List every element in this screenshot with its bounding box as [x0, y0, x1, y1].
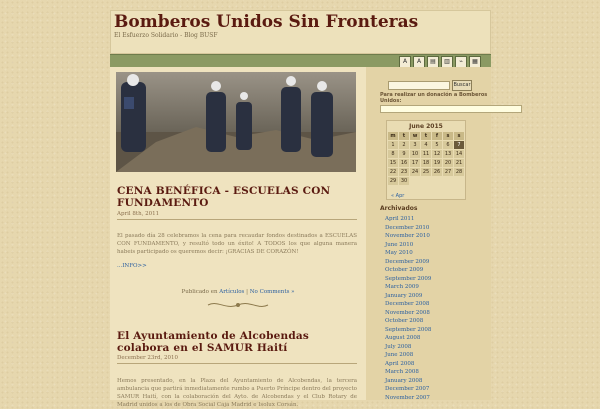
blog-title[interactable]: Bomberos Unidos Sin Fronteras	[114, 12, 419, 32]
archive-link[interactable]: December 2008	[385, 301, 430, 307]
calendar-widget	[386, 120, 466, 200]
archive-link[interactable]: December 2010	[385, 224, 430, 231]
font-increase-icon[interactable]: A	[399, 56, 411, 68]
calendar-date: 19	[433, 160, 441, 166]
page-icon[interactable]: ▤	[427, 56, 439, 68]
calendar-date: 16	[400, 160, 408, 166]
archive-link[interactable]: November 2008	[385, 309, 430, 316]
archives-title: Archivados	[380, 205, 418, 212]
archive-link[interactable]: September 2008	[385, 326, 432, 333]
donate-widget[interactable]	[380, 105, 522, 113]
calendar-prev-link[interactable]: « Apr	[391, 193, 405, 199]
calendar-date: 30	[400, 178, 408, 184]
calendar-day-header: m	[388, 132, 398, 140]
rss-icon[interactable]: ⌁	[455, 56, 467, 68]
archive-link[interactable]: January 2008	[385, 377, 423, 384]
post-title-2[interactable]: El Ayuntamiento de Alcobendas colabora en el SAMUR Haití	[117, 330, 310, 354]
calendar-date: 2	[399, 141, 409, 149]
blog-header	[110, 10, 491, 54]
calendar-date: 21	[455, 160, 463, 166]
archive-link[interactable]: December 2009	[385, 258, 430, 265]
calendar-date: 6	[443, 141, 453, 149]
post-body: El pasado día 28 celebramos la cena para recaudar fondos destinados a ESCUELAS CON FUNDAMENTO, y resultó todo un éxito! A TODOS los que alguna manera habeis participado os queremos decir: ¡GRACIAS DE CORAZÓN!	[117, 233, 357, 255]
archive-link[interactable]: November 2010	[385, 233, 430, 239]
post-date: April 8th, 2011	[117, 211, 160, 217]
calendar-date: 1	[388, 141, 398, 149]
archive-link[interactable]: March 2009	[385, 284, 419, 290]
main-content	[110, 67, 366, 408]
search-button[interactable]: Buscar	[452, 80, 472, 91]
calendar-date: 29	[389, 178, 397, 184]
calendar-date: 23	[400, 169, 408, 175]
calendar-date: 14	[455, 151, 463, 157]
calendar-date: 26	[433, 169, 441, 175]
archive-link[interactable]: January 2009	[385, 292, 423, 299]
calendar-date: 22	[389, 169, 397, 175]
calendar-date: 25	[422, 169, 430, 175]
calendar-date: 10	[411, 151, 419, 157]
donate-label: Para realizar un donación a Bomberos Unidos:	[380, 92, 488, 104]
calendar-date: 4	[421, 141, 431, 149]
calendar-date: 12	[433, 151, 441, 157]
comments-link[interactable]: No Comments »	[249, 289, 295, 295]
calendar-date: 18	[422, 160, 430, 166]
calendar-day-header: s	[443, 132, 453, 140]
calendar-grid	[388, 132, 464, 185]
calendar-day-header: t	[399, 132, 409, 140]
archive-link[interactable]: April 2011	[385, 216, 415, 222]
archive-list	[385, 215, 475, 402]
calendar-day-header: w	[410, 132, 420, 140]
calendar-day-header: t	[421, 132, 431, 140]
post-meta	[110, 289, 366, 295]
archive-link[interactable]: July 2008	[385, 343, 412, 350]
calendar-date: 28	[455, 169, 463, 175]
archive-link[interactable]: November 2007	[385, 394, 430, 401]
archive-link[interactable]: December 2007	[385, 386, 430, 392]
calendar-date: 5	[432, 141, 442, 149]
post-body-2: Hemos presentado, en la Plaza del Ayuntamiento de Alcobendas, la tercera ambulancia que partirá inmediatamente rumbo a Puerto Príncipe dentro del proyecto SAMUR Haití, con la colaboración del Ayto. de Alcobendas y el Club Rotary de Madrid unidos a los de Obra Social Caja Madrid e Isolux Corsán.	[117, 378, 357, 408]
calendar-day-header: s	[454, 132, 464, 140]
meta-separator: |	[246, 289, 248, 295]
published-prefix: Publicado en	[181, 289, 218, 295]
calendar-date: 15	[389, 160, 397, 166]
page-icon-3[interactable]: ▦	[469, 56, 481, 68]
archive-link[interactable]: April 2008	[385, 360, 415, 367]
post-divider-2	[117, 363, 357, 364]
calendar-date: 13	[444, 151, 452, 157]
category-link[interactable]: Artículos	[219, 289, 245, 295]
archive-link[interactable]: August 2008	[385, 335, 421, 341]
calendar-date: 27	[444, 169, 452, 175]
post-divider	[117, 219, 357, 220]
page-icon-2[interactable]: ▥	[441, 56, 453, 68]
archive-link[interactable]: October 2008	[385, 318, 424, 324]
archive-link[interactable]: October 2009	[385, 267, 424, 273]
post-title[interactable]: CENA BENÉFICA - ESCUELAS CON FUNDAMENTO	[117, 185, 331, 209]
calendar-date: 7	[454, 141, 464, 149]
calendar-date: 3	[410, 141, 420, 149]
blog-description: El Esfuerzo Solidario - Blog BUSF	[114, 32, 218, 39]
calendar-date: 11	[422, 151, 430, 157]
calendar-date: 8	[388, 150, 398, 158]
calendar-date: 17	[411, 160, 419, 166]
archive-link[interactable]: June 2008	[385, 352, 414, 358]
font-decrease-icon[interactable]: A	[413, 56, 425, 68]
archive-link[interactable]: May 2010	[385, 250, 413, 256]
ornament-divider	[206, 300, 270, 310]
hero-image	[116, 72, 356, 172]
calendar-title: June 2015	[409, 123, 443, 130]
archive-link[interactable]: March 2008	[385, 369, 419, 375]
read-more-link[interactable]: ...INFO>>	[117, 263, 147, 269]
calendar-date: 20	[444, 160, 452, 166]
calendar-date: 9	[399, 150, 409, 158]
post-date-2: December 23rd, 2010	[117, 355, 179, 361]
archive-link[interactable]: September 2009	[385, 275, 432, 282]
search-input[interactable]	[388, 81, 450, 90]
calendar-day-header: f	[432, 132, 442, 140]
calendar-date: 24	[411, 169, 419, 175]
toolbar	[110, 54, 491, 68]
archive-link[interactable]: June 2010	[385, 241, 414, 248]
